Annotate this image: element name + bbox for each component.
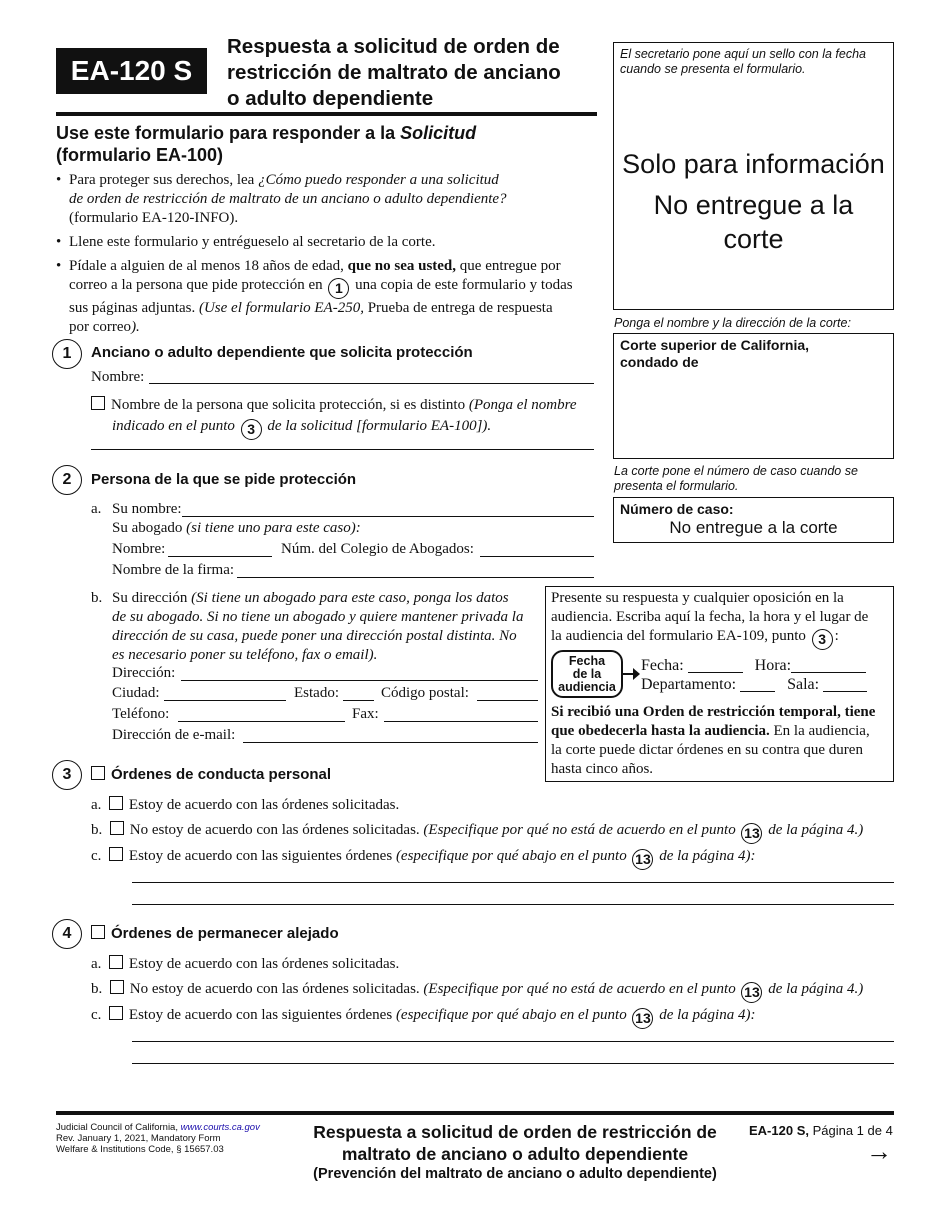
section-1-alt-name-field[interactable] — [91, 449, 594, 450]
bar-number-label: Núm. del Colegio de Abogados: — [281, 541, 474, 557]
court-box[interactable]: Corte superior de California, condado de — [613, 333, 894, 459]
info-only-text: Solo para información — [622, 149, 885, 179]
email-field[interactable] — [243, 742, 538, 743]
do-not-file-text: No entregue a la corte — [653, 190, 854, 254]
item-13-reference: 13 — [632, 849, 653, 870]
section-1-name-label: Nombre: — [91, 369, 145, 385]
section-1-title: Anciano o adulto dependiente que solicita protección — [91, 344, 473, 361]
address-field[interactable] — [181, 680, 538, 681]
section-3-title: Órdenes de conducta personal — [91, 766, 331, 783]
section-3-number: 3 — [52, 760, 82, 790]
section-1-alt-name-checkbox[interactable] — [91, 396, 105, 410]
fax-label: Fax: — [352, 706, 379, 722]
section-4-explanation-line-1[interactable] — [132, 1041, 894, 1042]
lawyer-label: Su abogado (si tiene uno para este caso): — [112, 520, 361, 536]
section-2-number: 2 — [52, 465, 82, 495]
email-label: Dirección de e-mail: — [112, 727, 236, 743]
footer-source: Judicial Council of California, www.courts.ca.gov Rev. January 1, 2021, Mandatory Form Welfare & Institutions Code, § 15657.03 — [56, 1122, 260, 1155]
lawyer-name-label: Nombre: — [112, 541, 166, 557]
your-name-field[interactable] — [182, 516, 594, 517]
section-3-option-b: b. No estoy de acuerdo con las órdenes solicitadas. (Especifique por qué no está de acuerdo en el punto 13 de la página 4.) — [91, 821, 863, 844]
hearing-time-label: Hora: — [754, 657, 792, 674]
hearing-dept-label: Departamento: — [641, 676, 737, 693]
hearing-dept-field[interactable] — [740, 677, 775, 692]
clerk-stamp-box: El secretario pone aquí un sello con la fecha cuando se presenta el formulario. Solo para información No entregue a la corte — [613, 42, 894, 310]
hearing-date-field[interactable] — [688, 658, 743, 673]
section-3-explanation-line-2[interactable] — [132, 904, 894, 905]
court-label: Ponga el nombre y la dirección de la corte: — [614, 316, 851, 330]
phone-label: Teléfono: — [112, 706, 170, 722]
section-3-c-checkbox[interactable] — [109, 847, 123, 861]
section-4-number: 4 — [52, 919, 82, 949]
section-4-c-checkbox[interactable] — [109, 1006, 123, 1020]
section-4-explanation-line-2[interactable] — [132, 1063, 894, 1064]
section-1-name-field[interactable] — [149, 383, 594, 384]
address-label: Dirección: — [112, 665, 176, 681]
section-4-a-checkbox[interactable] — [109, 955, 123, 969]
hearing-time-field[interactable] — [791, 658, 866, 673]
case-note: La corte pone el número de caso cuando se presenta el formulario. — [614, 464, 858, 493]
address-instructions: Su dirección (Si tiene un abogado para este caso, ponga los datos de su abogado. Si no tiene un abogado y quiere mantener privada la dirección de su casa, puede poner una dirección postal distinta. No es necesario poner su teléfono, fax o email). — [112, 590, 524, 663]
section-2-a-letter: a. — [91, 501, 102, 517]
courts-website-link[interactable]: www.courts.ca.gov — [180, 1122, 260, 1133]
footer-title: Respuesta a solicitud de orden de restricción de maltrato de anciano o adulto dependiente (Prevención del maltrato de anciano o adulto dependiente) — [313, 1122, 717, 1182]
section-3-explanation-line-1[interactable] — [132, 882, 894, 883]
section-4-option-c: c. Estoy de acuerdo con las siguientes órdenes (especifique por qué abajo en el punto 13 de la página 4): — [91, 1006, 755, 1029]
firm-name-field[interactable] — [237, 577, 594, 578]
lawyer-name-field[interactable] — [168, 556, 272, 557]
hearing-box: Presente su respuesta y cualquier oposición en la audiencia. Escriba aquí la fecha, la hora y el lugar de la audiencia del formulario EA-109, punto 3 : Fecha de la audiencia Fecha: Hora: Departamento: Sala: Si recibió una Orden de restricción temporal, tiene que obedecerla hasta la audiencia. En la audiencia, la corte puede dictar órdenes en su contra que duren hasta cinco años. — [545, 586, 894, 782]
section-1-number: 1 — [52, 339, 82, 369]
item-13-reference: 13 — [741, 982, 762, 1003]
hearing-date-label: Fecha: — [641, 657, 684, 674]
item-13-reference: 13 — [632, 1008, 653, 1029]
intro-bullet-3: • Pídale a alguien de al menos 18 años de edad, que no sea usted, que entregue por correo a la persona que pide protección en 1 una copia de este formulario y todas sus páginas adjuntas. (Use el formulario EA-250, Prueba de entrega de respuesta por correo). — [56, 258, 573, 335]
footer-rule — [56, 1111, 894, 1115]
section-4-b-checkbox[interactable] — [110, 980, 124, 994]
form-id-badge: EA-120 S — [56, 48, 207, 94]
intro-bullet-2: • Llene este formulario y entrégueselo al secretario de la corte. — [56, 234, 436, 250]
state-field[interactable] — [343, 700, 374, 701]
hearing-room-field[interactable] — [823, 677, 867, 692]
item-3-reference: 3 — [241, 419, 262, 440]
intro-heading: Use este formulario para responder a la Solicitud (formulario EA-100) — [56, 123, 477, 165]
hearing-date-badge: Fecha de la audiencia — [551, 650, 623, 698]
section-4-option-a: a. Estoy de acuerdo con las órdenes solicitadas. — [91, 956, 400, 972]
case-number-label: Número de caso: — [620, 501, 734, 517]
hearing-room-label: Sala: — [787, 676, 820, 693]
section-1-alt-name: Nombre de la persona que solicita protección, si es distinto (Ponga el nombre indicado en el punto 3 de la solicitud [formulario EA-100]). — [91, 396, 601, 440]
section-4-option-b: b. No estoy de acuerdo con las órdenes solicitadas. (Especifique por qué no está de acuerdo en el punto 13 de la página 4.) — [91, 980, 863, 1003]
firm-name-label: Nombre de la firma: — [112, 562, 235, 578]
section-3-checkbox[interactable] — [91, 766, 105, 780]
city-label: Ciudad: — [112, 685, 160, 701]
city-field[interactable] — [164, 700, 286, 701]
fax-field[interactable] — [384, 721, 538, 722]
section-3-a-checkbox[interactable] — [109, 796, 123, 810]
header-rule — [56, 112, 597, 116]
phone-field[interactable] — [178, 721, 345, 722]
section-2-b-letter: b. — [91, 590, 103, 606]
section-2-title: Persona de la que se pide protección — [91, 471, 357, 488]
case-number-value: No entregue a la corte — [669, 518, 838, 537]
case-number-box[interactable] — [613, 497, 894, 543]
intro-bullet-1: • Para proteger sus derechos, lea ¿Cómo puedo responder a una solicitud de orden de restricción de maltrato de un anciano o adulto dependiente? (formulario EA-120-INFO). — [56, 172, 507, 226]
next-page-arrow-icon: → — [866, 1136, 892, 1166]
section-3-b-checkbox[interactable] — [110, 821, 124, 835]
item-1-reference: 1 — [328, 278, 349, 299]
section-4-checkbox[interactable] — [91, 925, 105, 939]
item-3-reference: 3 — [812, 629, 833, 650]
zip-label: Código postal: — [381, 685, 469, 701]
section-3-option-a: a. Estoy de acuerdo con las órdenes solicitadas. — [91, 797, 400, 813]
item-13-reference: 13 — [741, 823, 762, 844]
zip-field[interactable] — [477, 700, 538, 701]
section-3-option-c: c. Estoy de acuerdo con las siguientes órdenes (especifique por qué abajo en el punto 13 de la página 4): — [91, 847, 755, 870]
section-4-title: Órdenes de permanecer alejado — [91, 925, 339, 942]
badge-arrowhead-icon — [633, 668, 640, 680]
state-label: Estado: — [294, 685, 339, 701]
bar-number-field[interactable] — [480, 556, 594, 557]
your-name-label: Su nombre: — [112, 501, 182, 517]
hearing-warning: Si recibió una Orden de restricción temporal, tiene que obedecerla hasta la audiencia. En la audiencia, la corte puede dictar órdenes en su contra que duren hasta cinco años. — [551, 704, 876, 777]
footer-page-number: EA-120 S, Página 1 de 4 — [749, 1123, 893, 1138]
form-title: Respuesta a solicitud de orden de restricción de maltrato de anciano o adulto dependiente — [227, 35, 561, 110]
